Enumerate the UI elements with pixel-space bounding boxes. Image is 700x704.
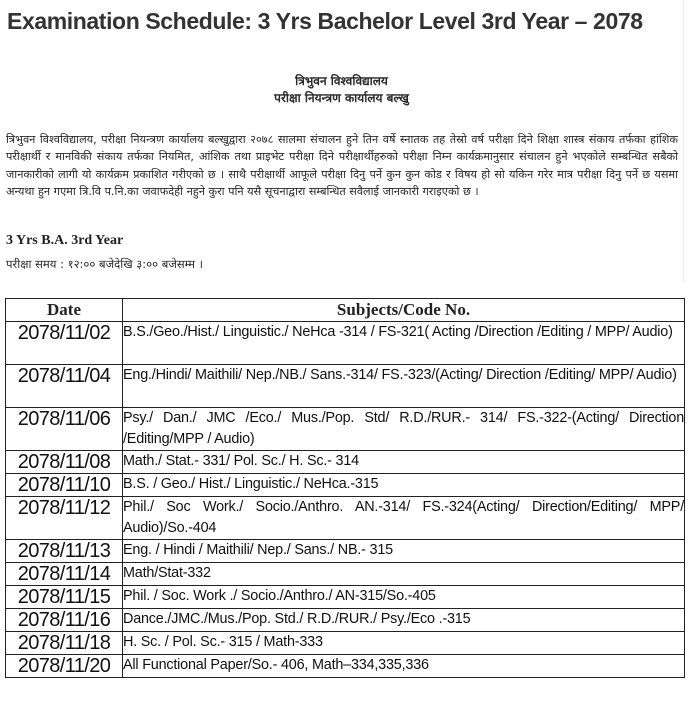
- date-cell: 2078/11/20: [6, 655, 123, 678]
- table-header-row: [6, 299, 685, 322]
- table-row: [6, 322, 685, 365]
- date-cell: 2078/11/16: [6, 609, 123, 632]
- date-cell: 2078/11/08: [6, 451, 123, 474]
- table-row: [6, 540, 685, 563]
- subjects-cell: H. Sc. / Pol. Sc.- 315 / Math-333: [123, 632, 685, 655]
- program-label: 3 Yrs B.A. 3rd Year: [6, 233, 124, 248]
- notice-paragraph: त्रिभुवन विश्वविद्यालय, परीक्षा नियन्त्रण कार्यालय बल्खुद्वारा २०७८ सालमा संचालन हुने तिन वर्षे स्नातक तह तेस्रो वर्ष परीक्षा दिने शिक्षा शास्त्र संकाय तर्फका हांशिक परीक्षार्थी र मानविकी संकाय तर्फका नियमित, आंशिक तथा प्राइभेट परीक्षा दिने परीक्षार्थीहरुको परीक्षा निम्न कार्यक्रमानुसार संचालन हुने भएकोले सम्बन्धित सबैको जानकारीको लागी यो कार्यक्रम प्रकाशित गरीएको छ । साथै परीक्षार्थी आफूले परीक्षा दिनु पर्ने कुन कुन कोड र विषय हो सो यकिन गरेर मात्र परीक्षा दिनु पर्ने छ यसमा अन्यथा हुन गएमा त्रि.वि प.नि.का जवाफदेही नहुने कुरा पनि यसै सूचनाद्वारा सम्बन्धित सवैलाई जानकारी गराइएको छ ।: [6, 133, 678, 198]
- subjects-cell: Eng./Hindi/ Maithili/ Nep./NB./ Sans.-314/ FS.-323/(Acting/ Direction /Editing/ MPP/ Audio): [123, 365, 685, 408]
- date-cell: 2078/11/13: [6, 540, 123, 563]
- table-row: [6, 408, 685, 451]
- date-cell: 2078/11/10: [6, 474, 123, 497]
- subjects-cell: Eng. / Hindi / Maithili/ Nep./ Sans./ NB.- 315: [123, 540, 685, 563]
- date-cell: 2078/11/14: [6, 563, 123, 586]
- table-row: [6, 586, 685, 609]
- date-cell: 2078/11/15: [6, 586, 123, 609]
- subjects-cell: Math./ Stat.- 331/ Pol. Sc./ H. Sc.- 314: [123, 451, 685, 474]
- table-row: [6, 609, 685, 632]
- date-cell: 2078/11/02: [6, 322, 123, 365]
- subjects-cell: Phil./ Soc Work./ Socio./Anthro. AN.-314/ FS.-324(Acting/ Direction/Editing/ MPP/ Audio)/So.-404: [123, 497, 685, 540]
- exam-time: परीक्षा समय : १२:०० बजेदेखि ३:०० बजेसम्म ।: [6, 257, 203, 271]
- date-cell: 2078/11/04: [6, 365, 123, 408]
- subjects-cell: Psy./ Dan./ JMC /Eco./ Mus./Pop. Std/ R.D./RUR.- 314/ FS.-322-(Acting/ Direction /Editing/MPP / Audio): [123, 408, 685, 451]
- subjects-cell: All Functional Paper/So.- 406, Math–334,335,336: [123, 655, 685, 678]
- university-name: त्रिभुवन विश्वविद्यालय: [295, 74, 388, 88]
- table-row: [6, 497, 685, 540]
- subjects-cell: Math/Stat-332: [123, 563, 685, 586]
- date-cell: 2078/11/18: [6, 632, 123, 655]
- office-name: परीक्षा नियन्त्रण कार्यालय बल्खु: [274, 91, 409, 105]
- column-header-date: Date: [6, 299, 123, 322]
- subjects-cell: B.S. / Geo./ Hist./ Linguistic./ NeHca.-315: [123, 474, 685, 497]
- schedule-table: [5, 298, 685, 678]
- subjects-cell: Dance./JMC./Mus./Pop. Std./ R.D./RUR./ Psy./Eco .-315: [123, 609, 685, 632]
- page-divider-line: [683, 0, 684, 282]
- subjects-cell: Phil. / Soc. Work ./ Socio./Anthro./ AN-315/So.-405: [123, 586, 685, 609]
- table-row: [6, 365, 685, 408]
- page-title: Examination Schedule: 3 Yrs Bachelor Level 3rd Year – 2078: [7, 8, 643, 34]
- column-header-subjects: Subjects/Code No.: [123, 299, 685, 322]
- subjects-cell: B.S./Geo./Hist./ Linguistic./ NeHca -314 / FS-321( Acting /Direction /Editing / MPP/ Audio): [123, 322, 685, 365]
- date-cell: 2078/11/12: [6, 497, 123, 540]
- table-row: [6, 474, 685, 497]
- table-row: [6, 632, 685, 655]
- date-cell: 2078/11/06: [6, 408, 123, 451]
- organization-header: [0, 73, 683, 107]
- table-row: [6, 655, 685, 678]
- table-row: [6, 451, 685, 474]
- table-row: [6, 563, 685, 586]
